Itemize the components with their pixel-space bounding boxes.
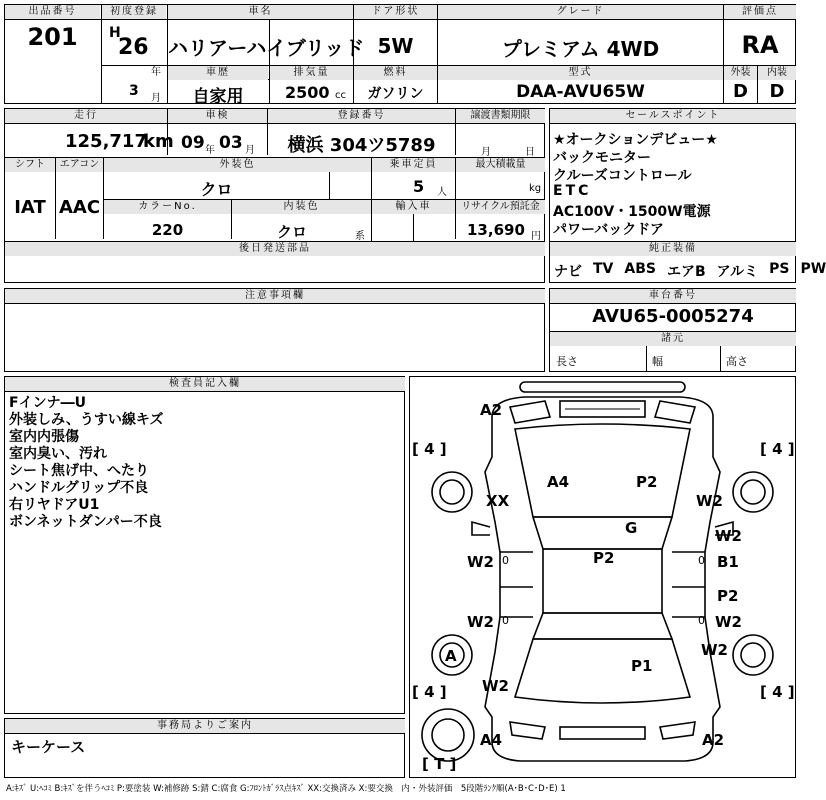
equipment-item: アルミ: [716, 264, 759, 280]
damage-mark: W2: [696, 492, 723, 510]
office-label: 事務局よりご案内: [5, 719, 405, 733]
chassis-box: [549, 288, 796, 372]
reg-month: 3: [129, 83, 139, 99]
right-taillight: [660, 722, 695, 739]
recycle-label: リサイクル預託金: [456, 200, 545, 214]
model-label: 型式: [438, 66, 723, 80]
damage-mark: A4: [547, 473, 570, 491]
windshield-outline: [533, 517, 672, 549]
inspection-month: 03: [219, 133, 243, 153]
damage-mark: P2: [717, 587, 739, 605]
left-mirror: [472, 522, 490, 535]
color-no: 220: [151, 221, 184, 239]
chassis-label: 車台番号: [550, 289, 796, 303]
ac: AAC: [58, 197, 101, 218]
trunk: [515, 639, 690, 703]
damage-mark: A: [445, 647, 457, 665]
damage-mark: A4: [480, 731, 503, 749]
equipment-item: ABS: [624, 261, 656, 277]
inspector-note: ハンドルグリップ不良: [9, 480, 149, 496]
grade-label: グレード: [438, 5, 723, 19]
sales-points-box: [549, 108, 826, 283]
rear-right-wheel: [733, 635, 773, 675]
registration-number: 横浜 304ツ5789: [287, 135, 436, 156]
equipment-item: ナビ: [554, 264, 582, 280]
lot-label: 出品番号: [5, 5, 100, 19]
height-label: 高さ: [726, 355, 748, 368]
exterior-grade: D: [733, 81, 748, 102]
inspector-note: 室内臭い、汚れ: [9, 446, 107, 462]
interior-color-label: 内装色: [232, 200, 371, 214]
damage-mark: W2: [467, 613, 494, 631]
equipment-item: PW: [800, 261, 826, 277]
load-unit: kg: [529, 183, 542, 194]
displacement: 2500: [285, 83, 330, 102]
transfer-day-unit: 日: [525, 147, 535, 158]
tire-front-right: 4: [772, 440, 783, 458]
chassis-number: AVU65-0005274: [592, 306, 754, 327]
era: H: [109, 25, 121, 41]
later-parts-label: 後日発送部品: [5, 242, 545, 256]
interior-label: 内装: [758, 66, 796, 80]
import-label: 輸入車: [372, 200, 455, 214]
sales-point-5: AC100V・1500W電源: [553, 204, 711, 220]
doors: 5W: [377, 34, 414, 58]
car-diagram: [410, 377, 795, 777]
damage-mark: B1: [717, 553, 739, 571]
km-unit: km: [143, 131, 174, 152]
length-label: 長さ: [556, 355, 578, 368]
car-name: ハリアーハイブリッド: [168, 36, 365, 60]
model: DAA-AVU65W: [516, 82, 645, 102]
inspection-year: 09: [181, 133, 205, 153]
damage-mark: P2: [593, 549, 615, 567]
tire-front-left: 4: [424, 440, 435, 458]
doors-label: ドア形状: [354, 5, 437, 19]
rear-glass-outline: [533, 613, 672, 639]
equipment-list: [554, 261, 826, 281]
caution-label: 注意事項欄: [5, 289, 545, 303]
interior-color: クロ: [276, 223, 307, 241]
hood: [515, 424, 690, 517]
cc-unit: cc: [335, 90, 346, 101]
inspector-note: Fインナ―U: [9, 395, 86, 411]
damage-mark: P1: [631, 657, 653, 675]
car-diagram-box: A2 XX A4 P2 W2 G P2 W2 B1 W2 W2 P2 W2 W2 A P1 W2 A4 A2 0 0 0 0 [ 4 ] [ 4 ] [ 4 ] [ 4 ] [ T ]: [409, 376, 796, 778]
damage-mark: W2: [715, 613, 742, 631]
mileage-label: 走行: [5, 109, 167, 123]
reg-year: 26: [118, 35, 149, 60]
damage-mark: W2: [482, 677, 509, 695]
equipment-item: PS: [769, 261, 790, 277]
front-left-wheel-rim: [440, 480, 464, 504]
exterior-label: 外装: [724, 66, 757, 80]
score: RA: [741, 31, 779, 59]
equipment-label: 純正装備: [550, 242, 796, 256]
history-label: 車歴: [168, 66, 268, 80]
left-headlight: [510, 401, 550, 423]
rear-right-wheel-rim: [741, 643, 765, 667]
transfer-month-unit: 月: [481, 147, 491, 158]
equipment-item: エアB: [666, 264, 706, 280]
sales-point-3: クルーズコントロール: [553, 168, 692, 184]
lot-number: 201: [27, 23, 78, 51]
sales-point-1: ★オークションデビュー★: [553, 132, 718, 148]
regno-label: 登録番号: [268, 109, 455, 123]
caution-box: [4, 288, 545, 372]
damage-mark: G: [625, 519, 638, 537]
damage-mark: XX: [486, 492, 510, 510]
inspector-note: 外装しみ、うすい線キズ: [9, 412, 164, 428]
spare-tire: [422, 709, 474, 761]
capacity-label: 乗車定員: [372, 158, 455, 172]
grade: プレミアム 4WD: [501, 37, 660, 61]
width-label: 幅: [652, 355, 663, 368]
color-label: 外装色: [104, 158, 371, 172]
load-label: 最大積載量: [456, 158, 545, 172]
inspector-note: 室内内張傷: [9, 429, 79, 445]
damage-mark: W2: [467, 553, 494, 571]
damage-mark: W2: [715, 527, 742, 545]
left-taillight: [510, 722, 545, 739]
ac-label: エアコン: [56, 158, 103, 172]
interior-color-unit: 系: [355, 231, 365, 242]
fuel-label: 燃料: [354, 66, 437, 80]
damage-mark: A2: [480, 401, 503, 419]
fuel: ガソリン: [367, 86, 424, 102]
legend: A:ｷｽﾞ U:ﾍｺﾐ B:ｷｽﾞを伴うﾍｺﾐ P:要塗装 W:補修跡 S:錆 C:腐食 G:ﾌﾛﾝﾄｶﾞﾗｽ点ｷｽﾞ XX:交換済み X:要交換 内・外装評価 5段階ﾗﾝｸ順(A･B･C･D･E) 1: [6, 784, 566, 794]
inspector-notes-box: [4, 376, 405, 714]
reg-month-unit: 月: [151, 93, 161, 104]
interior-grade: D: [769, 81, 785, 102]
zero-mark: 0: [502, 554, 509, 567]
first-reg-label: 初度登録: [102, 5, 166, 19]
color-no-label: カラーNo.: [104, 200, 231, 214]
front-left-wheel: [432, 472, 472, 512]
spare-tire-rim: [432, 719, 464, 751]
tire-rear-left: 4: [424, 683, 435, 701]
header-table: [4, 4, 796, 107]
inspection-year-unit: 年: [205, 145, 215, 156]
transfer-label: 譲渡書類期限: [456, 109, 545, 123]
inspector-note: 右リヤドアU1: [9, 497, 100, 513]
damage-mark: P2: [636, 473, 658, 491]
shift: IAT: [14, 197, 46, 218]
displacement-label: 排気量: [270, 66, 353, 80]
zero-mark: 0: [698, 554, 705, 567]
zero-mark: 0: [502, 614, 509, 627]
spec-label: 諸元: [550, 332, 796, 346]
recycle-unit: 円: [531, 231, 541, 242]
office-box: [4, 718, 405, 778]
capacity-unit: 人: [437, 187, 447, 198]
damage-mark: W2: [701, 641, 728, 659]
mileage: 125,717: [65, 131, 147, 152]
reg-year-unit: 年: [151, 67, 161, 78]
equipment-item: TV: [593, 261, 614, 277]
score-label: 評価点: [724, 5, 796, 19]
damage-mark: A2: [702, 731, 725, 749]
inspection-month-unit: 月: [245, 145, 255, 156]
sales-point-2: バックモニター: [553, 150, 651, 166]
car-name-label: 車名: [168, 5, 353, 19]
history: 自家用: [192, 87, 244, 107]
capacity: 5: [413, 177, 425, 196]
inspection-label: 車検: [168, 109, 267, 123]
office-text: キーケース: [11, 738, 86, 756]
tire-rear-right: 4: [772, 683, 783, 701]
shift-label: シフト: [5, 158, 55, 172]
spare-tire-mark: T: [434, 755, 445, 773]
front-bumper: [520, 382, 685, 392]
sales-point-4: ETC: [553, 183, 592, 199]
inspector-note: シート焦げ中、へたり: [9, 463, 149, 479]
right-headlight: [655, 401, 695, 423]
zero-mark: 0: [698, 614, 705, 627]
recycle: 13,690: [467, 221, 525, 239]
sales-point-6: パワーバックドア: [553, 222, 664, 238]
inspector-note: ボンネットダンパー不良: [9, 514, 162, 530]
sales-points-label: セールスポイント: [550, 109, 796, 123]
rear-panel: [560, 727, 645, 739]
front-right-wheel-rim: [741, 480, 765, 504]
inspector-label: 検査員記入欄: [5, 377, 405, 391]
vehicle-details-table: [4, 108, 545, 283]
front-right-wheel: [733, 472, 773, 512]
exterior-color: クロ: [200, 180, 233, 199]
